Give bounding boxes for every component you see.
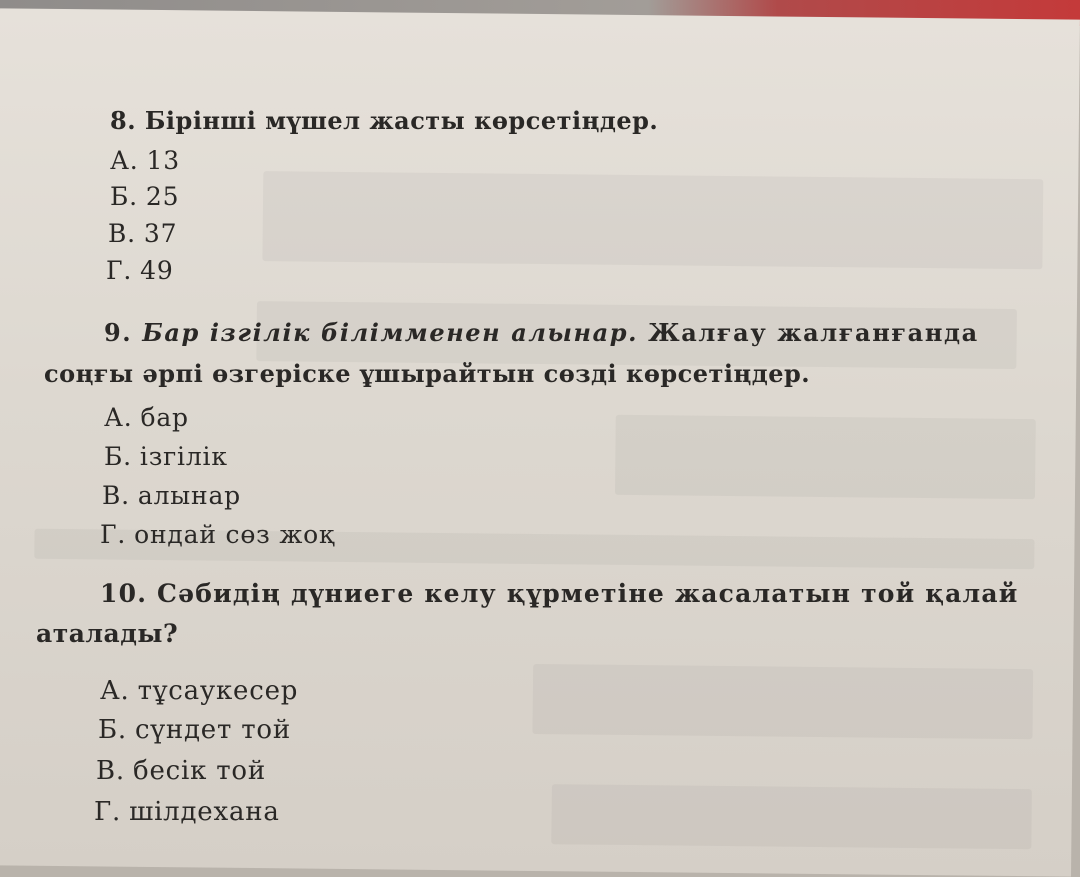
option-text: 13 (146, 146, 180, 175)
question-number: 10. (100, 579, 148, 608)
option-text: тұсаукесер (137, 676, 299, 706)
question-8-option-d (106, 256, 174, 285)
option-text: ондай сөз жоқ (134, 520, 335, 549)
question-number: 8. (110, 106, 137, 135)
question-text-line1: Жалғау жалғанғанда (648, 318, 979, 347)
option-letter: Г. (94, 797, 122, 827)
question-9-option-c (102, 481, 241, 510)
question-text-line1: Сәбидің дүниеге келу құрметіне жасалатын той қалай (157, 579, 1019, 608)
question-text-line2: соңғы әрпі өзгеріске ұшырайтын сөзді көрсетіңдер. (44, 359, 811, 388)
question-8 (110, 106, 658, 135)
option-text: шілдехана (129, 797, 280, 827)
question-8-option-b (110, 182, 179, 211)
option-text: 49 (140, 256, 174, 285)
question-9-option-d (100, 520, 335, 549)
question-9 (104, 318, 979, 347)
question-9-option-b (104, 442, 228, 471)
option-text: ізгілік (139, 442, 228, 471)
question-number: 9. (104, 318, 133, 347)
option-letter: Б. (104, 442, 132, 471)
question-10-option-b (98, 715, 291, 745)
question-10-option-a (100, 676, 298, 706)
question-text-line2: аталады? (36, 619, 179, 648)
option-text: алынар (137, 481, 241, 510)
question-10-option-c (96, 756, 266, 786)
option-text: 37 (143, 219, 178, 248)
option-letter: В. (108, 219, 136, 248)
option-letter: Б. (98, 715, 127, 745)
option-letter: В. (102, 481, 130, 510)
option-text: 25 (145, 182, 180, 211)
option-letter: Г. (106, 256, 133, 285)
question-8-option-c (108, 219, 177, 248)
question-10-option-d (94, 797, 280, 827)
question-8-option-a (110, 146, 180, 175)
question-9-line2 (44, 359, 810, 388)
question-quote: Бар ізгілік білімменен алынар. (142, 318, 639, 347)
question-10 (100, 579, 1018, 608)
option-letter: Г. (100, 520, 127, 549)
option-letter: А. (100, 676, 130, 706)
option-letter: Б. (110, 182, 138, 211)
option-letter: А. (110, 146, 139, 175)
option-text: бесік той (132, 756, 266, 786)
option-text: бар (140, 403, 189, 432)
option-letter: А. (104, 403, 133, 432)
question-text: Бірінші мүшел жасты көрсетіңдер. (144, 106, 659, 135)
question-9-option-a (104, 403, 189, 432)
option-text: сүндет той (134, 715, 291, 745)
option-letter: В. (96, 756, 125, 786)
question-10-line2 (36, 619, 178, 648)
